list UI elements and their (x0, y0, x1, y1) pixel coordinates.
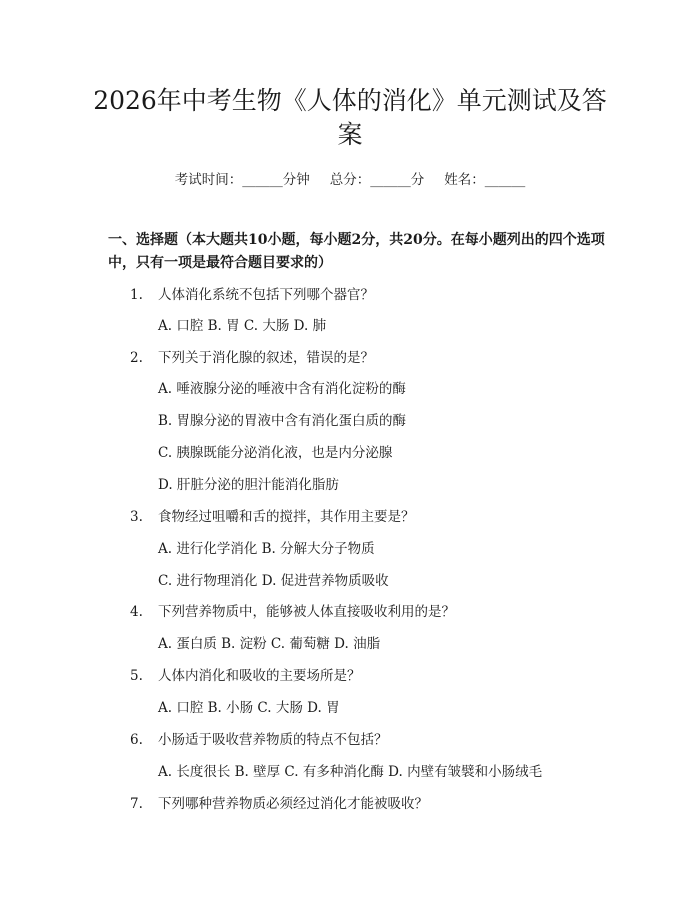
question-number: 2. (130, 350, 143, 366)
question-4-options: A. 蛋白质 B. 淀粉 C. 葡萄糖 D. 油脂 (158, 636, 381, 652)
question-number: 4. (130, 604, 143, 620)
exam-time-label: 考试时间：______分钟 (174, 172, 310, 188)
total-score-label: 总分：______分 (329, 172, 425, 188)
exam-info-line (0, 168, 700, 188)
question-1 (130, 283, 374, 303)
page-title: 2026年中考生物《人体的消化》单元测试及答案 (93, 86, 607, 149)
question-text: 食物经过咀嚼和舌的搅拌，其作用主要是？ (158, 509, 415, 525)
question-2-option-b: B. 胃腺分泌的胃液中含有消化蛋白质的酶 (158, 413, 407, 429)
question-text: 小肠适于吸收营养物质的特点不包括？ (158, 732, 388, 748)
question-text: 人体消化系统不包括下列哪个器官？ (158, 287, 374, 303)
question-5-options: A. 口腔 B. 小肠 C. 大肠 D. 胃 (158, 700, 340, 716)
question-4 (130, 600, 455, 620)
question-number: 1. (130, 287, 143, 303)
question-number: 5. (130, 668, 143, 684)
question-text: 下列关于消化腺的叙述，错误的是？ (158, 350, 374, 366)
question-number: 6. (130, 732, 143, 748)
question-text: 下列营养物质中，能够被人体直接吸收利用的是？ (158, 604, 455, 620)
question-7 (130, 792, 428, 812)
section-heading: 一、选择题（本大题共10小题，每小题2分，共20分。在每小题列出的四个选项中，只有一项是最符合题目要求的） (108, 232, 605, 271)
question-2-option-c: C. 胰腺既能分泌消化液，也是内分泌腺 (158, 445, 393, 461)
question-2 (130, 346, 374, 366)
question-2-option-d: D. 肝脏分泌的胆汁能消化脂肪 (158, 477, 339, 493)
question-3-options-cd: C. 进行物理消化 D. 促进营养物质吸收 (158, 573, 389, 589)
question-number: 7. (130, 796, 143, 812)
question-3 (130, 505, 415, 525)
question-3-options-ab: A. 进行化学消化 B. 分解大分子物质 (158, 541, 375, 557)
question-text: 下列哪种营养物质必须经过消化才能被吸收？ (158, 796, 428, 812)
question-5 (130, 664, 361, 684)
student-name-label: 姓名：______ (444, 172, 526, 188)
question-6-options: A. 长度很长 B. 壁厚 C. 有多种消化酶 D. 内壁有皱襞和小肠绒毛 (158, 764, 543, 780)
question-6 (130, 728, 388, 748)
question-text: 人体内消化和吸收的主要场所是？ (158, 668, 361, 684)
question-2-option-a: A. 唾液腺分泌的唾液中含有消化淀粉的酶 (158, 381, 406, 397)
question-1-options: A. 口腔 B. 胃 C. 大肠 D. 肺 (158, 318, 327, 334)
question-number: 3. (130, 509, 143, 525)
